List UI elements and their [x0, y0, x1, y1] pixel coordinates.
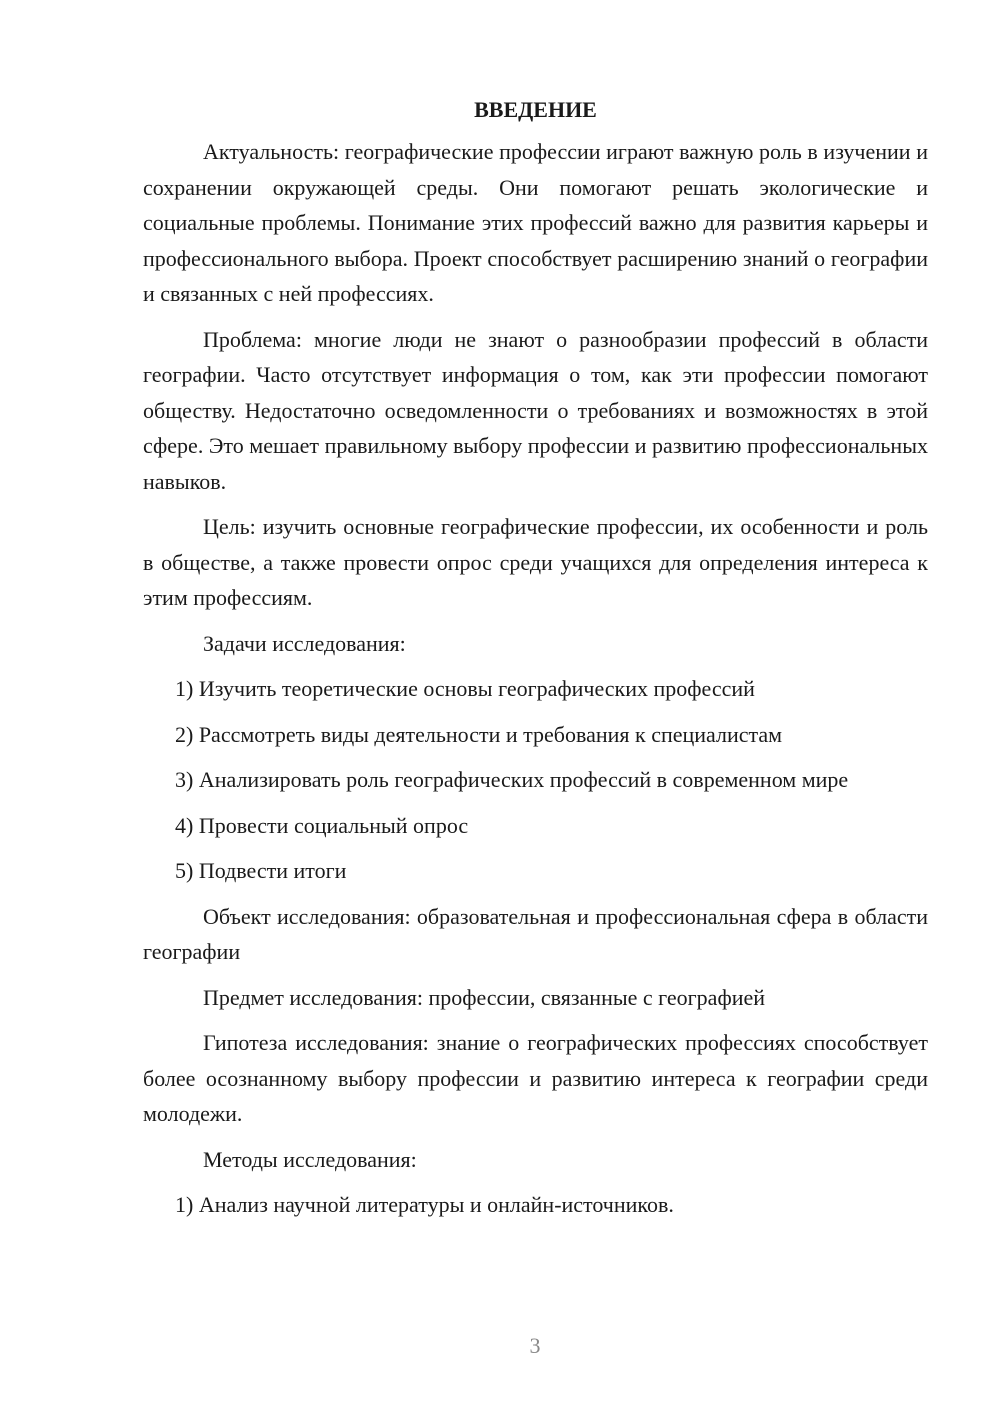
- task-item-3: 3) Анализировать роль географических профессий в современном мире: [175, 767, 849, 792]
- task-item-1: 1) Изучить теоретические основы географических профессий: [175, 676, 755, 701]
- task-item-2: 2) Рассмотреть виды деятельности и требования к специалистам: [175, 721, 783, 747]
- task-item-5: 5) Подвести итоги: [175, 858, 347, 883]
- paragraph-subject: Предмет исследования: профессии, связанные с географией: [203, 984, 766, 1010]
- tasks-heading: Задачи исследования:: [203, 630, 406, 656]
- paragraph-hypothesis: Гипотеза исследования: знание о географических профессиях способствует более осознанному выбору профессии и развитию интереса к географии среди молодежи.: [143, 1030, 928, 1126]
- method-item-1: 1) Анализ научной литературы и онлайн-источников.: [175, 1192, 674, 1217]
- task-item-4: 4) Провести социальный опрос: [175, 812, 469, 838]
- page-number: 3: [529, 1333, 541, 1358]
- paragraph-problem: Проблема: многие люди не знают о разнообразии профессий в области географии. Часто отсутствует информация о том, как эти профессии помогают обществу. Недостаточно осведомленности о требованиях и возможностях в этой сфере. Это мешает правильному выбору профессии и развитию профессиональных навыков.: [143, 326, 928, 494]
- section-title: ВВЕДЕНИЕ: [474, 97, 597, 122]
- paragraph-object: Объект исследования: образовательная и профессиональная сфера в области географии: [143, 903, 928, 964]
- paragraph-relevance: Актуальность: географические профессии играют важную роль в изучении и сохранении окружающей среды. Они помогают решать экологические и социальные проблемы. Понимание этих профессий важно для развития карьеры и профессионального выбора. Проект способствует расширению знаний о географии и связанных с ней профессиях.: [143, 139, 928, 306]
- document-body: [143, 92, 928, 1233]
- methods-heading: Методы исследования:: [203, 1146, 417, 1172]
- paragraph-goal: Цель: изучить основные географические профессии, их особенности и роль в обществе, а также провести опрос среди учащихся для определения интереса к этим профессиям.: [143, 514, 928, 610]
